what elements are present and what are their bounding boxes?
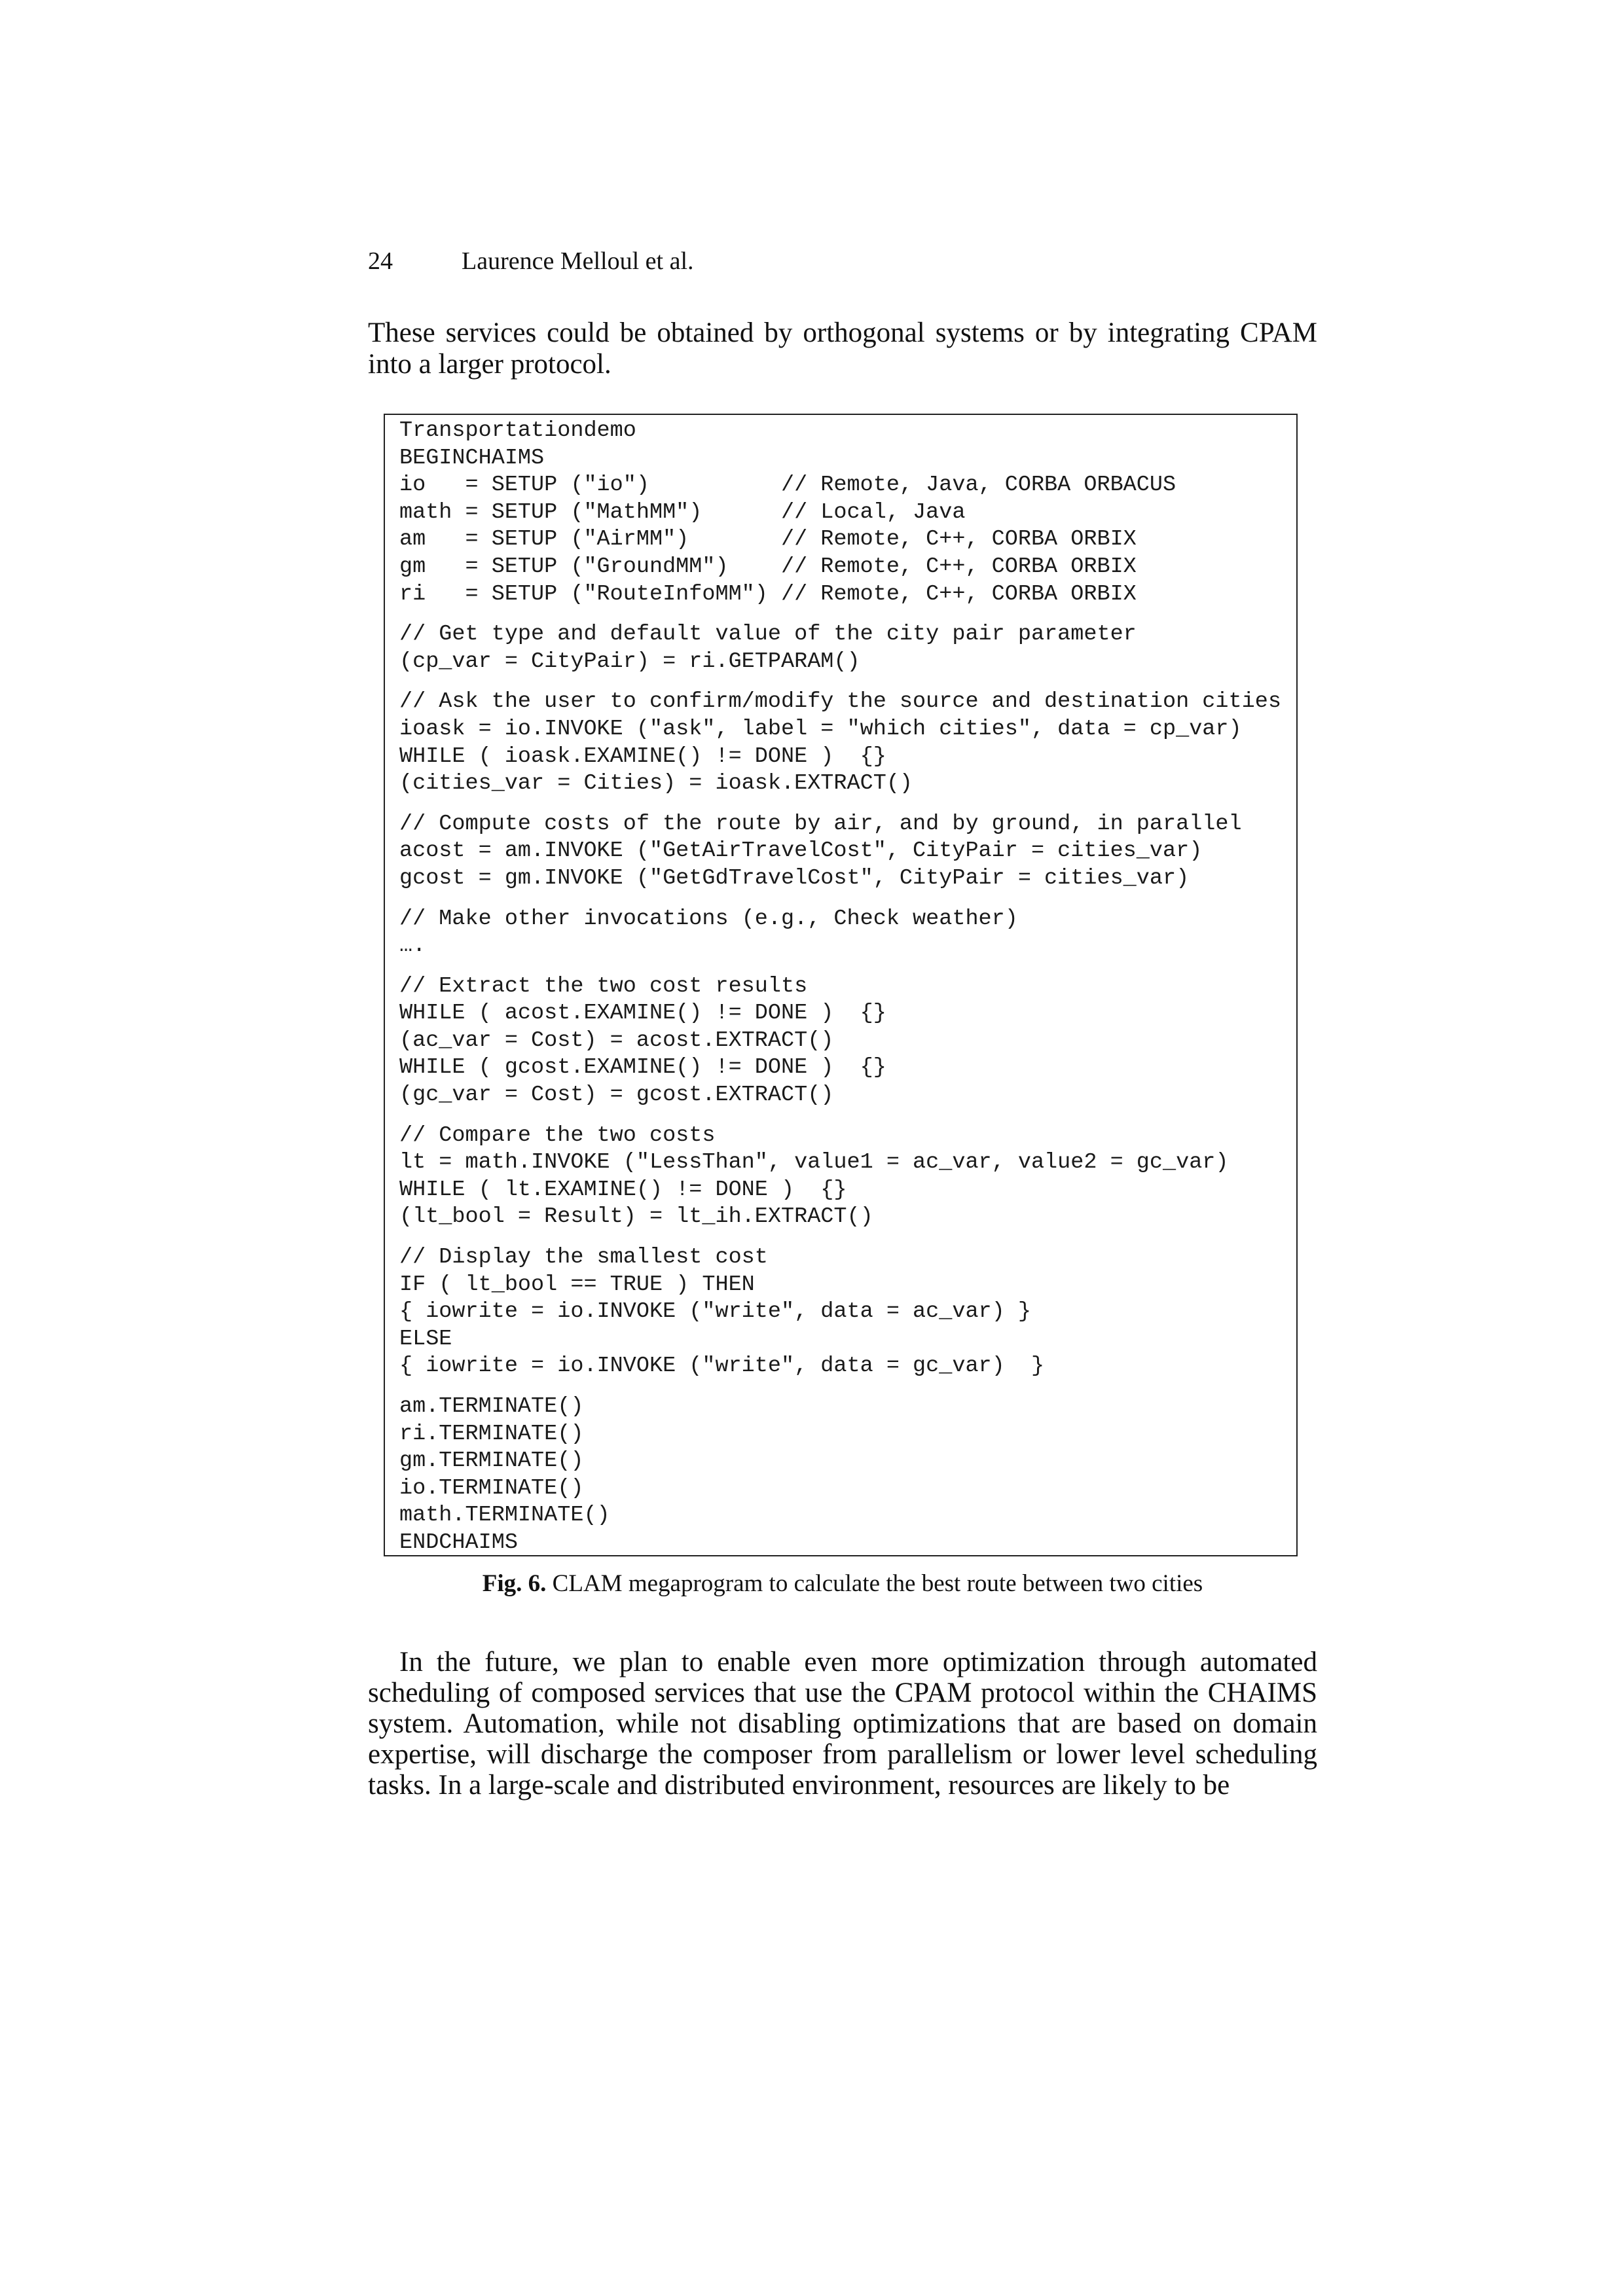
code-block-terminate: am.TERMINATE() ri.TERMINATE() gm.TERMINATE() io.TERMINATE() math.TERMINATE() ENDCHAIMS xyxy=(399,1394,610,1555)
figure-caption-text: CLAM megaprogram to calculate the best route between two cities xyxy=(552,1570,1203,1597)
figure-label: Fig. 6. xyxy=(482,1570,547,1597)
code-block-getparam: // Get type and default value of the city pair parameter (cp_var = CityPair) = ri.GETPARAM() xyxy=(399,622,1137,674)
intro-paragraph: These services could be obtained by orthogonal systems or by integrating CPAM into a larger protocol. xyxy=(368,317,1317,380)
code-block-ask-user: // Ask the user to confirm/modify the source and destination cities ioask = io.INVOKE ("ask", label = "which cities", data = cp_var) WHILE ( ioask.EXAMINE() != DONE ) {} (cities_var = Cities) = ioask.EXTRACT() xyxy=(399,689,1281,797)
code-block-other-invocations: // Make other invocations (e.g., Check weather) …. xyxy=(399,906,1018,959)
code-block-compute-costs: // Compute costs of the route by air, and by ground, in parallel acost = am.INVOKE ("GetAirTravelCost", CityPair = cities_var) gcost = gm.INVOKE ("GetGdTravelCost", CityPair = cities_var) xyxy=(399,811,1242,891)
code-block-extract-results: // Extract the two cost results WHILE ( acost.EXAMINE() != DONE ) {} (ac_var = Cost) = acost.EXTRACT() WHILE ( gcost.EXAMINE() != DONE ) {} (gc_var = Cost) = gcost.EXTRACT() xyxy=(399,973,886,1108)
code-block-compare-costs: // Compare the two costs lt = math.INVOKE ("LessThan", value1 = ac_var, value2 = gc_var) WHILE ( lt.EXAMINE() != DONE ) {} (lt_bool = Result) = lt_ih.EXTRACT() xyxy=(399,1122,1229,1230)
page-number: 24 xyxy=(368,247,393,275)
code-block-setup: Transportationdemo BEGINCHAIMS io = SETUP ("io") // Remote, Java, CORBA ORBACUS math = SETUP ("MathMM") // Local, Java am = SETUP ("AirMM") // Remote, C++, CORBA ORBIX gm = SETUP ("GroundMM") // Remote, C++, CORBA ORBIX ri = SETUP ("RouteInfoMM") // Remote, C++, CORBA ORBIX xyxy=(399,418,1176,607)
code-listing-figure xyxy=(384,414,1298,1556)
body-paragraph: In the future, we plan to enable even more optimization through automated scheduling of composed services that use the CPAM protocol within the CHAIMS system. Automation, while not disabling optimizations that are based on domain expertise, will discharge the composer from parallelism or lower level scheduling tasks. In a large-scale and distributed environment, resources are likely to be xyxy=(368,1647,1317,1801)
running-header xyxy=(368,246,694,276)
running-title: Laurence Melloul et al. xyxy=(462,247,694,275)
figure-caption xyxy=(368,1570,1317,1598)
code-block-display-result: // Display the smallest cost IF ( lt_bool == TRUE ) THEN { iowrite = io.INVOKE ("write", data = ac_var) } ELSE { iowrite = io.INVOKE ("write", data = gc_var) } xyxy=(399,1245,1045,1379)
